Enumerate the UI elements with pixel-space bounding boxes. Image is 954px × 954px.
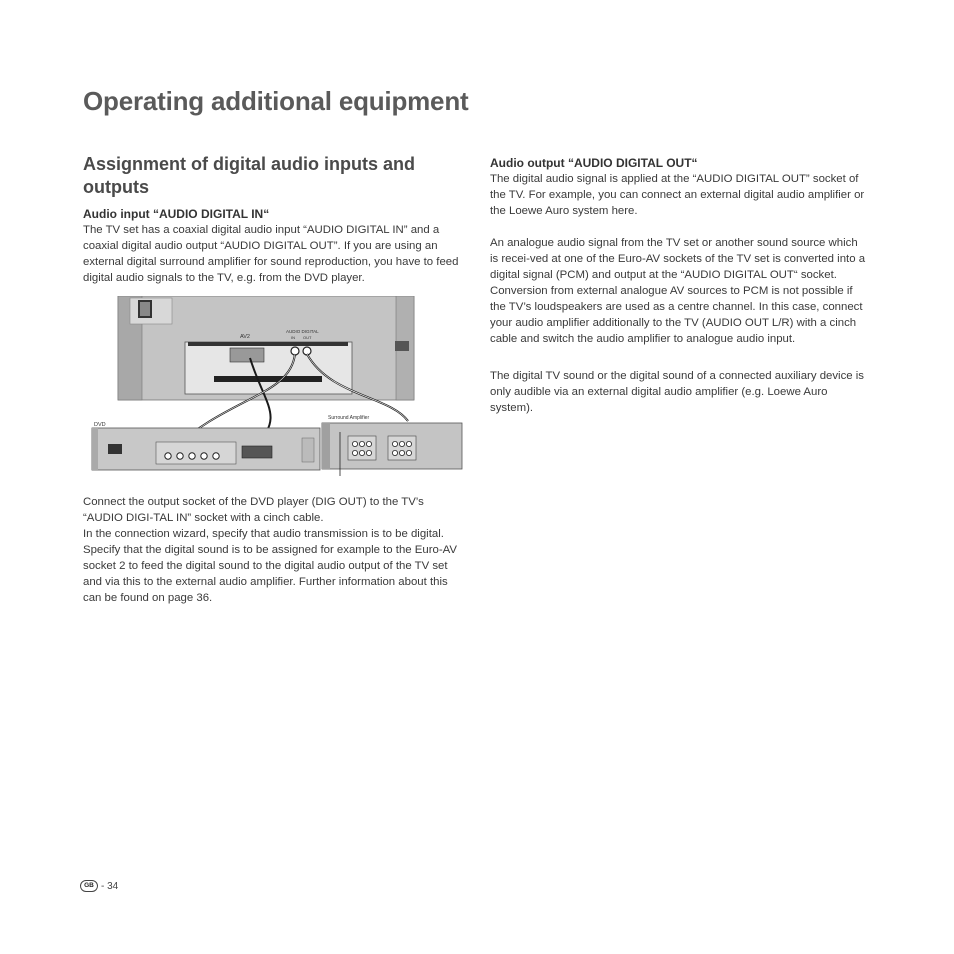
audio-output-section (490, 155, 868, 416)
av2-label: AV2 (240, 334, 250, 340)
in-label: IN (291, 335, 295, 340)
tv-back-panel (118, 296, 414, 400)
dvd-label: DVD (94, 422, 106, 428)
audio-output-text-1: The digital audio signal is applied at the “AUDIO DIGITAL OUT” socket of the TV. For example, you can connect an external digital audio amplifier or the Loewe Auro system here. (490, 173, 865, 217)
audio-output-text-3: The digital TV sound or the digital sound of a connected auxiliary device is only audible via an external digital audio amplifier (e.g. Loewe Auro system). (490, 370, 865, 414)
audio-input-heading: Audio input “AUDIO DIGITAL IN“ (83, 207, 270, 221)
section-title: Assignment of digital audio inputs and outputs (83, 154, 415, 197)
connection-section (83, 494, 463, 606)
connection-diagram (90, 296, 464, 476)
surround-amplifier (322, 423, 462, 476)
page-footer (80, 880, 118, 892)
audio-input-text: The TV set has a coaxial digital audio input “AUDIO DIGITAL IN” and a coaxial digital audio output “AUDIO DIGITAL OUT”. If you are using an external digital surround amplifier for sound reproduction, you have to feed digital audio signals to the TV, e.g. from the DVD player. (83, 224, 459, 284)
out-label: OUT (303, 335, 312, 340)
language-badge: GB (80, 880, 98, 892)
audio-output-heading: Audio output “AUDIO DIGITAL OUT“ (490, 156, 698, 170)
page-number: - 34 (101, 880, 119, 892)
dvd-player (92, 428, 320, 470)
page-title: Operating additional equipment (83, 86, 469, 116)
connection-text-2: In the connection wizard, specify that audio transmission is to be digital. Specify that the digital sound is to be assigned for example to the Euro-AV socket 2 to feed the digital sound to the digital audio output of the TV set and via this to the external audio amplifier. Further information about this can be found on page 36. (83, 528, 457, 604)
audio-digital-label: AUDIO DIGITAL (286, 329, 319, 334)
audio-input-section (83, 206, 461, 286)
surround-amplifier-label: Surround Amplifier (328, 415, 370, 421)
audio-output-text-2: An analogue audio signal from the TV set or another sound source which is recei-ved at one of the Euro-AV sockets of the TV set is converted into a digital signal (PCM) and output at the “AUDIO DIGITAL OUT“ socket. Conversion from external analogue AV sources to PCM is not possible if the TV’s loudspeakers are used as a centre channel. In this case, connect your audio amplifier additionally to the TV (AUDIO OUT L/R) with a cinch cable and switch the audio amplifier to analogue audio input. (490, 237, 866, 345)
connection-text-1: Connect the output socket of the DVD player (DIG OUT) to the TV’s “AUDIO DIGI-TAL IN” socket with a cinch cable. (83, 496, 424, 524)
